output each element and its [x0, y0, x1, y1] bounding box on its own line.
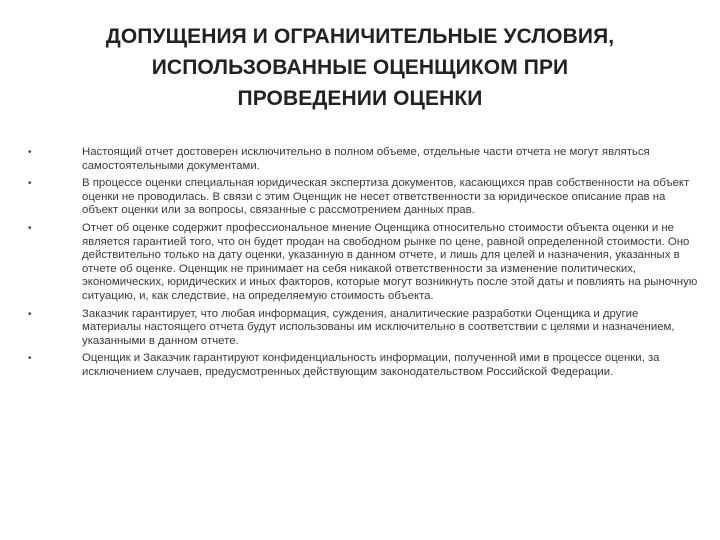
- bullet-item-5: [28, 352, 700, 379]
- bullet-text: В процессе оценки специальная юридическая экспертиза документов, касающихся прав собственности на объект оценки не проводилась. В связи с этим Оценщик не несет ответственности за юридическое описание прав на объект оценки или за вопросы, связанные с рассмотрением данных прав.: [82, 177, 690, 217]
- bullet-item-2: [28, 177, 700, 218]
- slide-title: [40, 21, 680, 114]
- bullet-item-4: [28, 308, 700, 349]
- bullet-marker: •: [28, 178, 32, 190]
- bullet-item-3: [28, 222, 700, 304]
- bullet-text: Заказчик гарантирует, что любая информация, суждения, аналитические разработки Оценщика и другие материалы настоящего отчета будут использованы им исключительно в соответствии с целями и назначением, указанными в данном отчете.: [82, 307, 675, 347]
- bullet-marker: •: [28, 222, 32, 234]
- bullet-marker: •: [28, 308, 32, 320]
- bullet-text: Настоящий отчет достоверен исключительно в полном объеме, отдельные части отчета не могут являться самостоятельными документами.: [82, 146, 650, 172]
- title-line-3: ПРОВЕДЕНИИ ОЦЕНКИ: [237, 87, 483, 110]
- title-line-1: ДОПУЩЕНИЯ И ОГРАНИЧИТЕЛЬНЫЕ УСЛОВИЯ,: [105, 25, 615, 48]
- bullet-text: Отчет об оценке содержит профессиональное мнение Оценщика относительно стоимости объекта оценки и не является гарантией того, что он будет продан на свободном рынке по цене, равной определенной стоимости. Оно действительно только на дату оценки, указанную в данном отчете, и лишь для целей и назначения, указанных в отчете об оценке. Оценщик не принимает на себя никакой ответственности за изменение политических, экономических, юридических и иных факторов, которые могут возникнуть после этой даты и повлиять на рыночную ситуацию, и, как следствие, на определяемую стоимость объекта.: [82, 221, 698, 302]
- bullet-list: [28, 146, 700, 384]
- bullet-marker: •: [28, 147, 32, 158]
- bullet-text: Оценщик и Заказчик гарантируют конфиденциальность информации, полученной ими в процессе оценки, за исключением случаев, предусмотренных действующим законодательством Российской Федерации.: [82, 352, 660, 378]
- bullet-item-1: [28, 146, 700, 173]
- bullet-marker: •: [28, 353, 32, 365]
- title-line-2: ИСПОЛЬЗОВАННЫЕ ОЦЕНЩИКОМ ПРИ: [151, 56, 569, 79]
